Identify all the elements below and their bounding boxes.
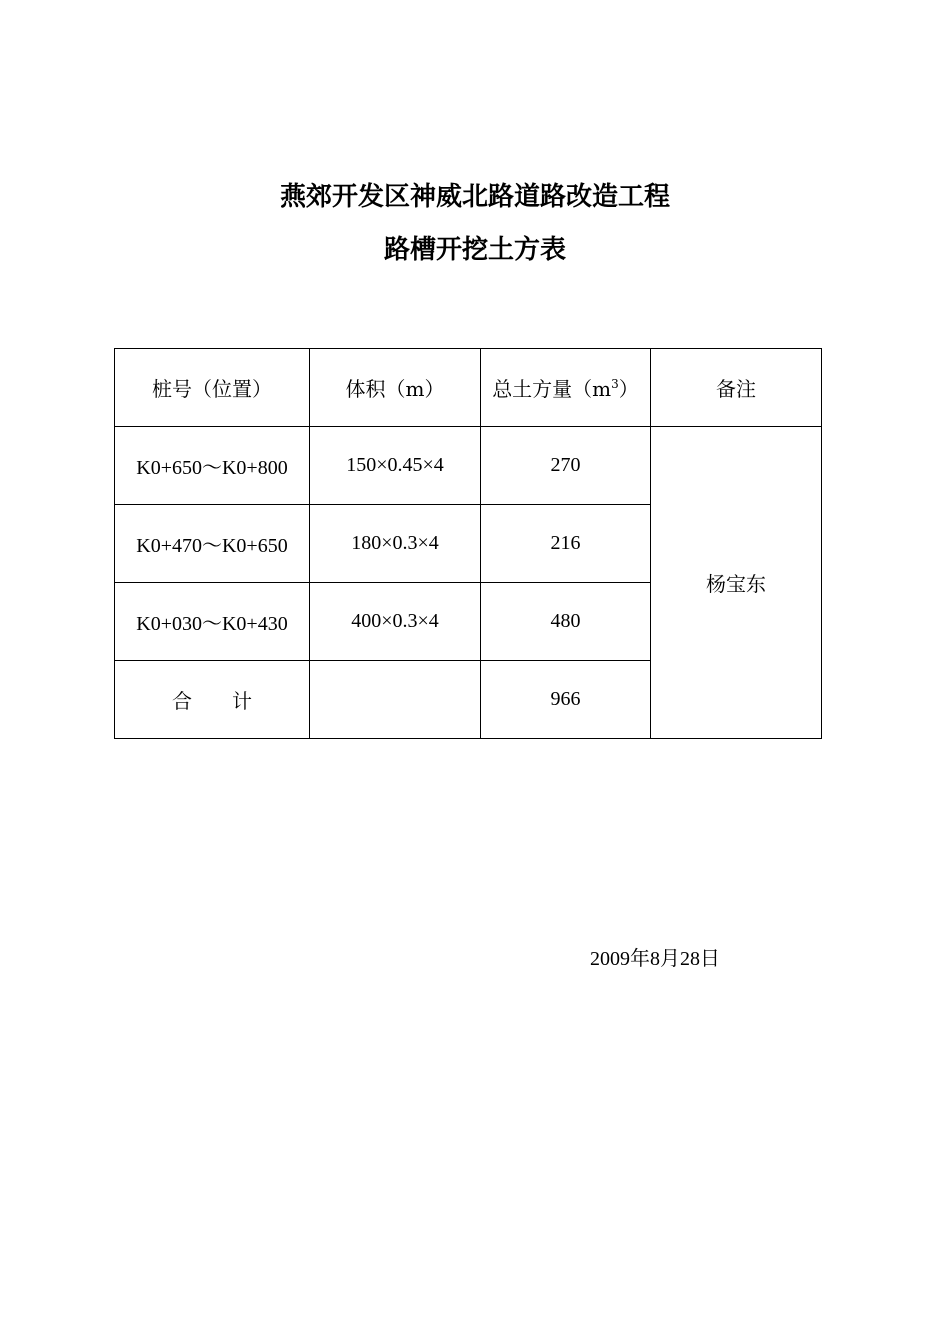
row-volume: 180×0.3×4 [310, 505, 481, 583]
row-location: K0+470～K0+650 [115, 505, 310, 583]
header-remarks: 备注 [651, 349, 822, 427]
row-total: 216 [481, 505, 651, 583]
document-subtitle: 路槽开挖土方表 [383, 235, 566, 265]
header-total-text: 总土方量（m [492, 377, 612, 401]
header-volume: 体积（m） [310, 349, 481, 427]
document-title: 燕郊开发区神威北路道路改造工程 [279, 182, 670, 212]
row-volume: 400×0.3×4 [310, 583, 481, 661]
header-total-close: ） [618, 377, 639, 401]
row-location: K0+030～K0+430 [115, 583, 310, 661]
sum-total: 966 [481, 661, 651, 739]
header-location: 桩号（位置） [115, 349, 310, 427]
sum-label: 合 计 [115, 661, 310, 739]
header-total [481, 349, 651, 427]
row-volume: 150×0.45×4 [310, 427, 481, 505]
earthwork-table [114, 348, 822, 739]
row-total: 270 [481, 427, 651, 505]
table-row [115, 427, 822, 505]
header-total-superscript: 3 [611, 377, 619, 391]
document-date: 2009年8月28日 [590, 948, 720, 970]
sum-volume [310, 661, 481, 739]
remark-cell: 杨宝东 [651, 427, 822, 739]
table-header-row [115, 349, 822, 427]
row-location: K0+650～K0+800 [115, 427, 310, 505]
row-total: 480 [481, 583, 651, 661]
